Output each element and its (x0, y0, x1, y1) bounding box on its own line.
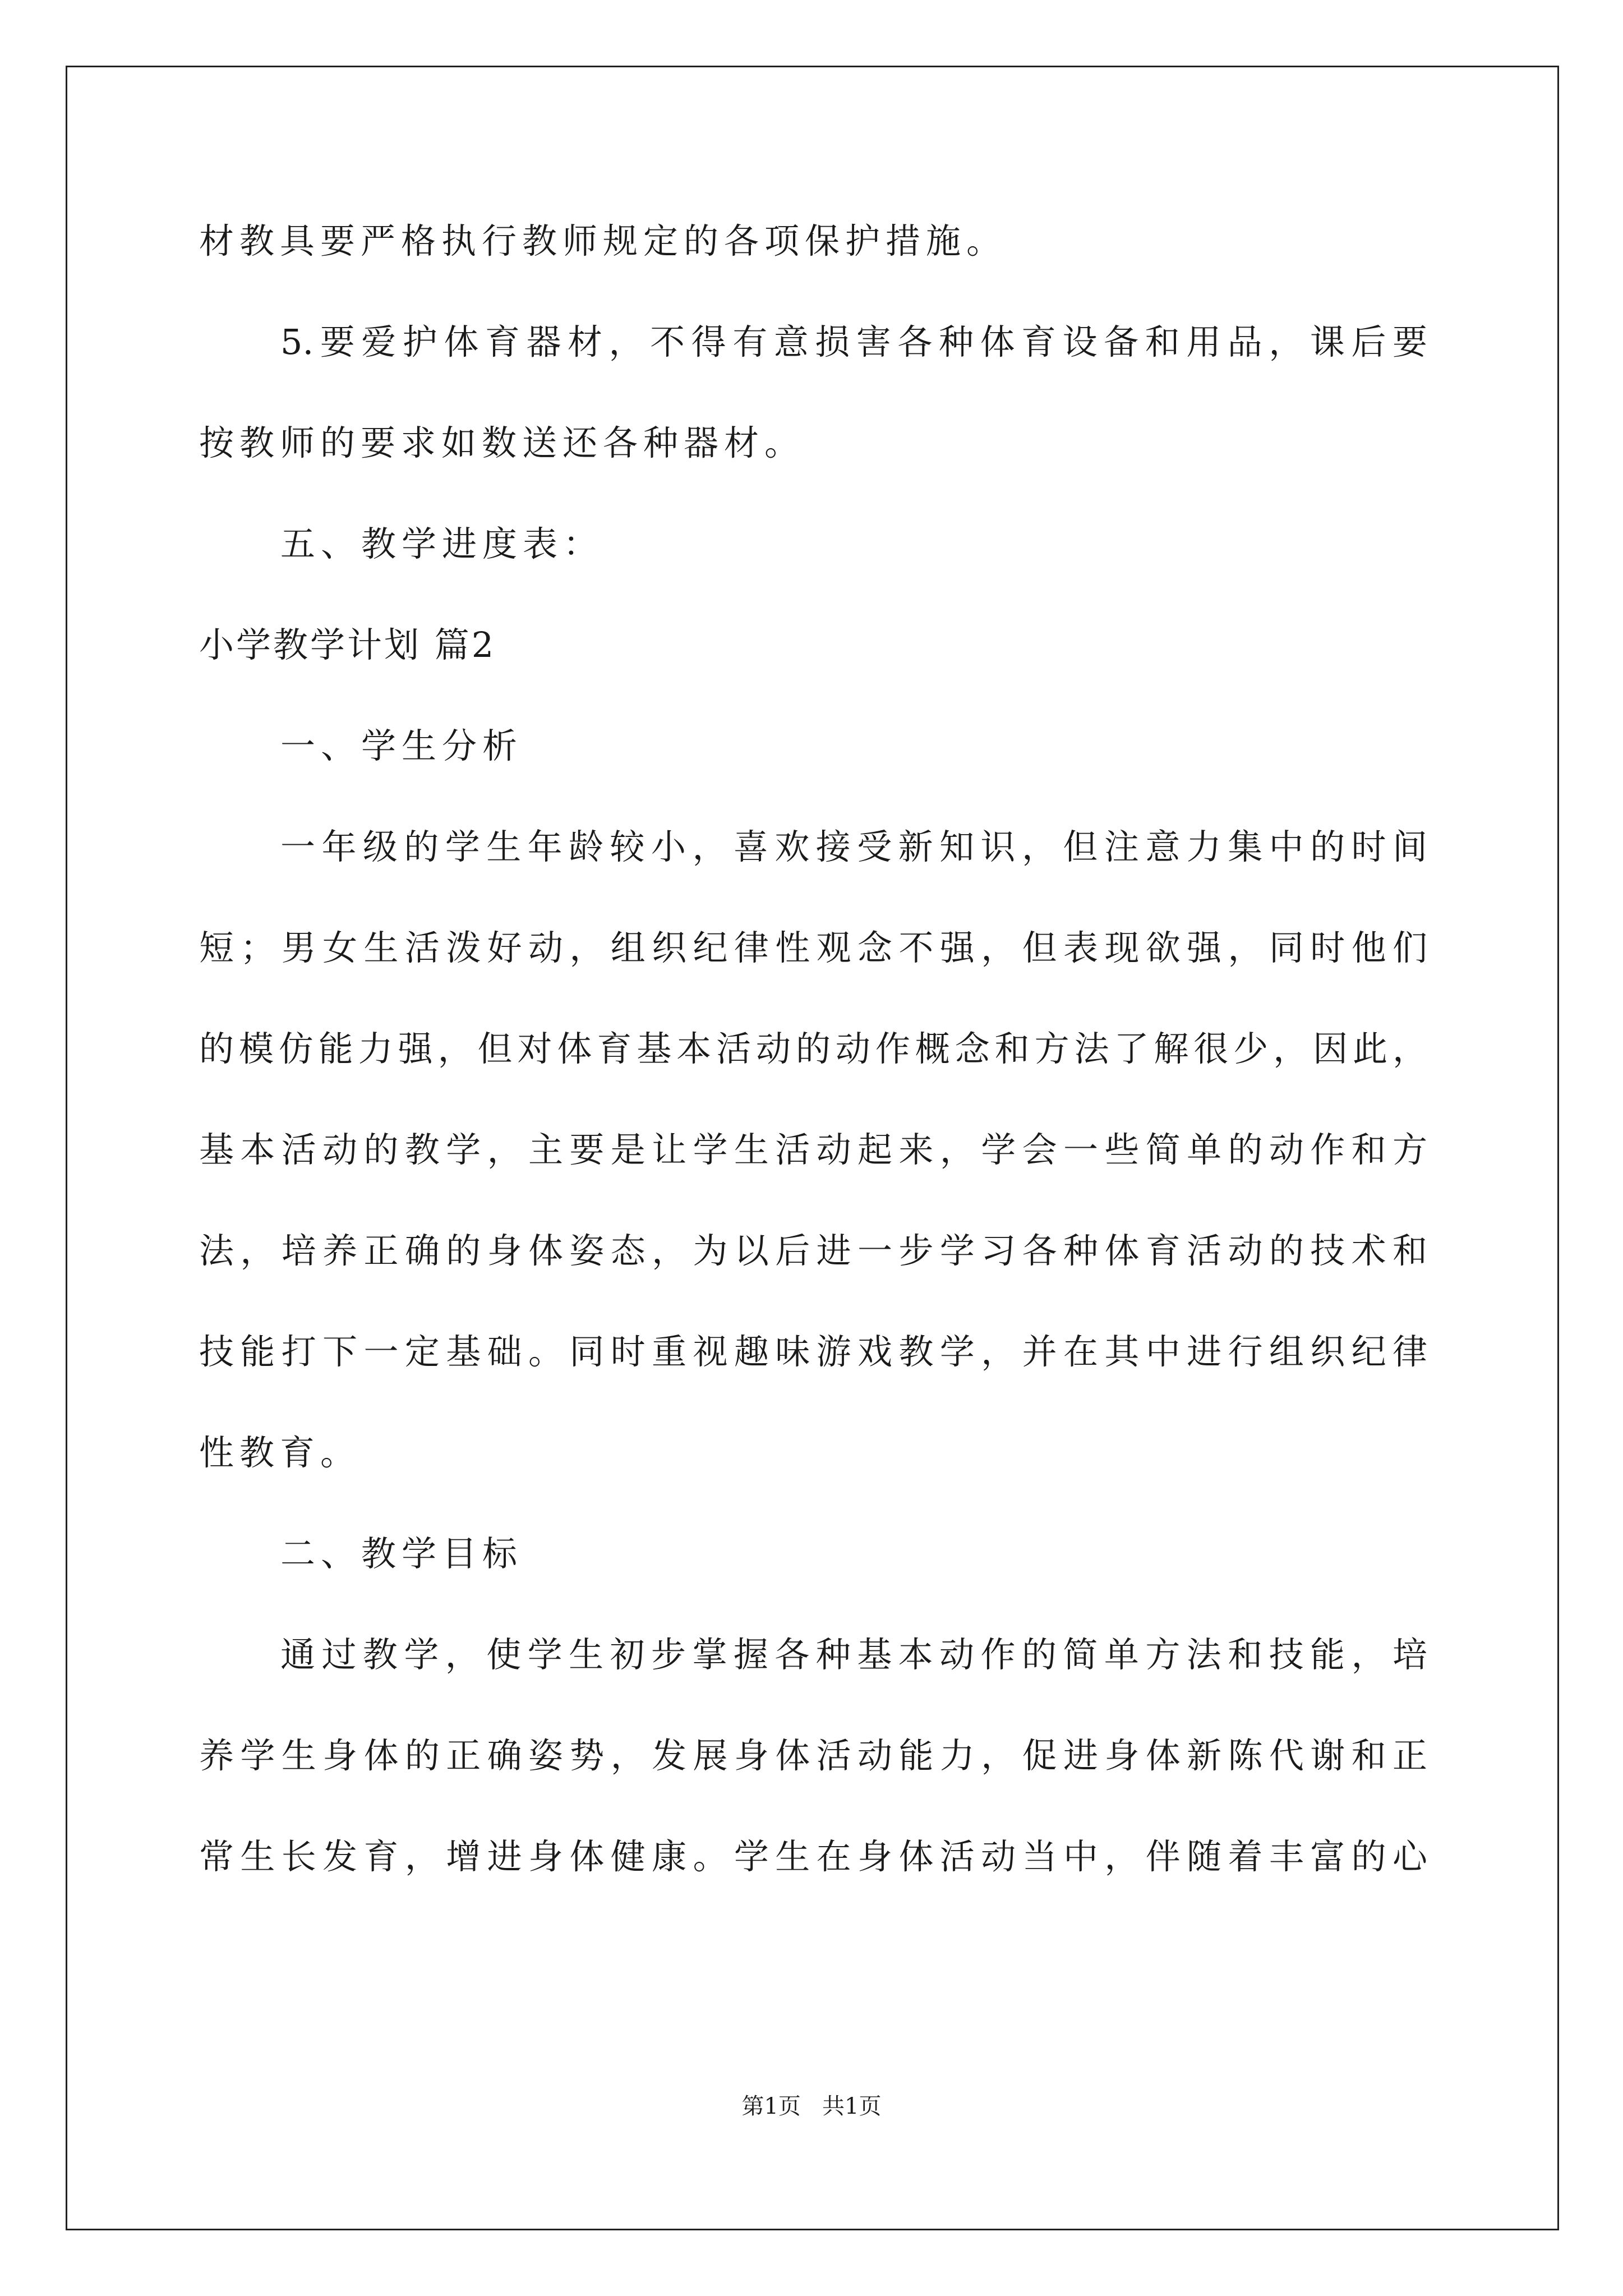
paragraph-line: 材教具要严格执行教师规定的各项保护措施。 (199, 220, 1007, 261)
page-footer: 第1页 共1页 (741, 2093, 882, 2119)
paragraph-line: 通过教学，使学生初步掌握各种基本动作的简单方法和技能，培 (280, 1634, 1427, 1675)
paragraph-line: 法，培养正确的身体姿态，为以后进一步学习各种体育活动的技术和 (199, 1230, 1427, 1271)
paragraph-line: 按教师的要求如数送还各种器材。 (199, 422, 805, 463)
section-heading: 一、学生分析 (280, 725, 523, 766)
document-title: 小学教学计划 篇2 (199, 624, 496, 665)
paragraph-line: 短；男女生活泼好动，组织纪律性观念不强，但表现欲强，同时他们 (199, 927, 1427, 968)
paragraph-line: 养学生身体的正确姿势，发展身体活动能力，促进身体新陈代谢和正 (199, 1735, 1427, 1776)
paragraph-line: 性教育。 (199, 1432, 361, 1473)
paragraph-line: 技能打下一定基础。同时重视趣味游戏教学，并在其中进行组织纪律 (199, 1331, 1427, 1372)
paragraph-line: 一年级的学生年龄较小，喜欢接受新知识，但注意力集中的时间 (280, 826, 1427, 867)
section-heading: 五、教学进度表： (280, 523, 604, 564)
paragraph-line: 的模仿能力强，但对体育基本活动的动作概念和方法了解很少，因此， (199, 1028, 1427, 1069)
paragraph-line: 基本活动的教学，主要是让学生活动起来，学会一些简单的动作和方 (199, 1129, 1427, 1170)
paragraph-line: 5.要爱护体育器材，不得有意损害各种体育设备和用品，课后要 (280, 321, 1427, 362)
section-heading: 二、教学目标 (280, 1533, 523, 1574)
paragraph-line: 常生长发育，增进身体健康。学生在身体活动当中，伴随着丰富的心 (199, 1836, 1427, 1877)
